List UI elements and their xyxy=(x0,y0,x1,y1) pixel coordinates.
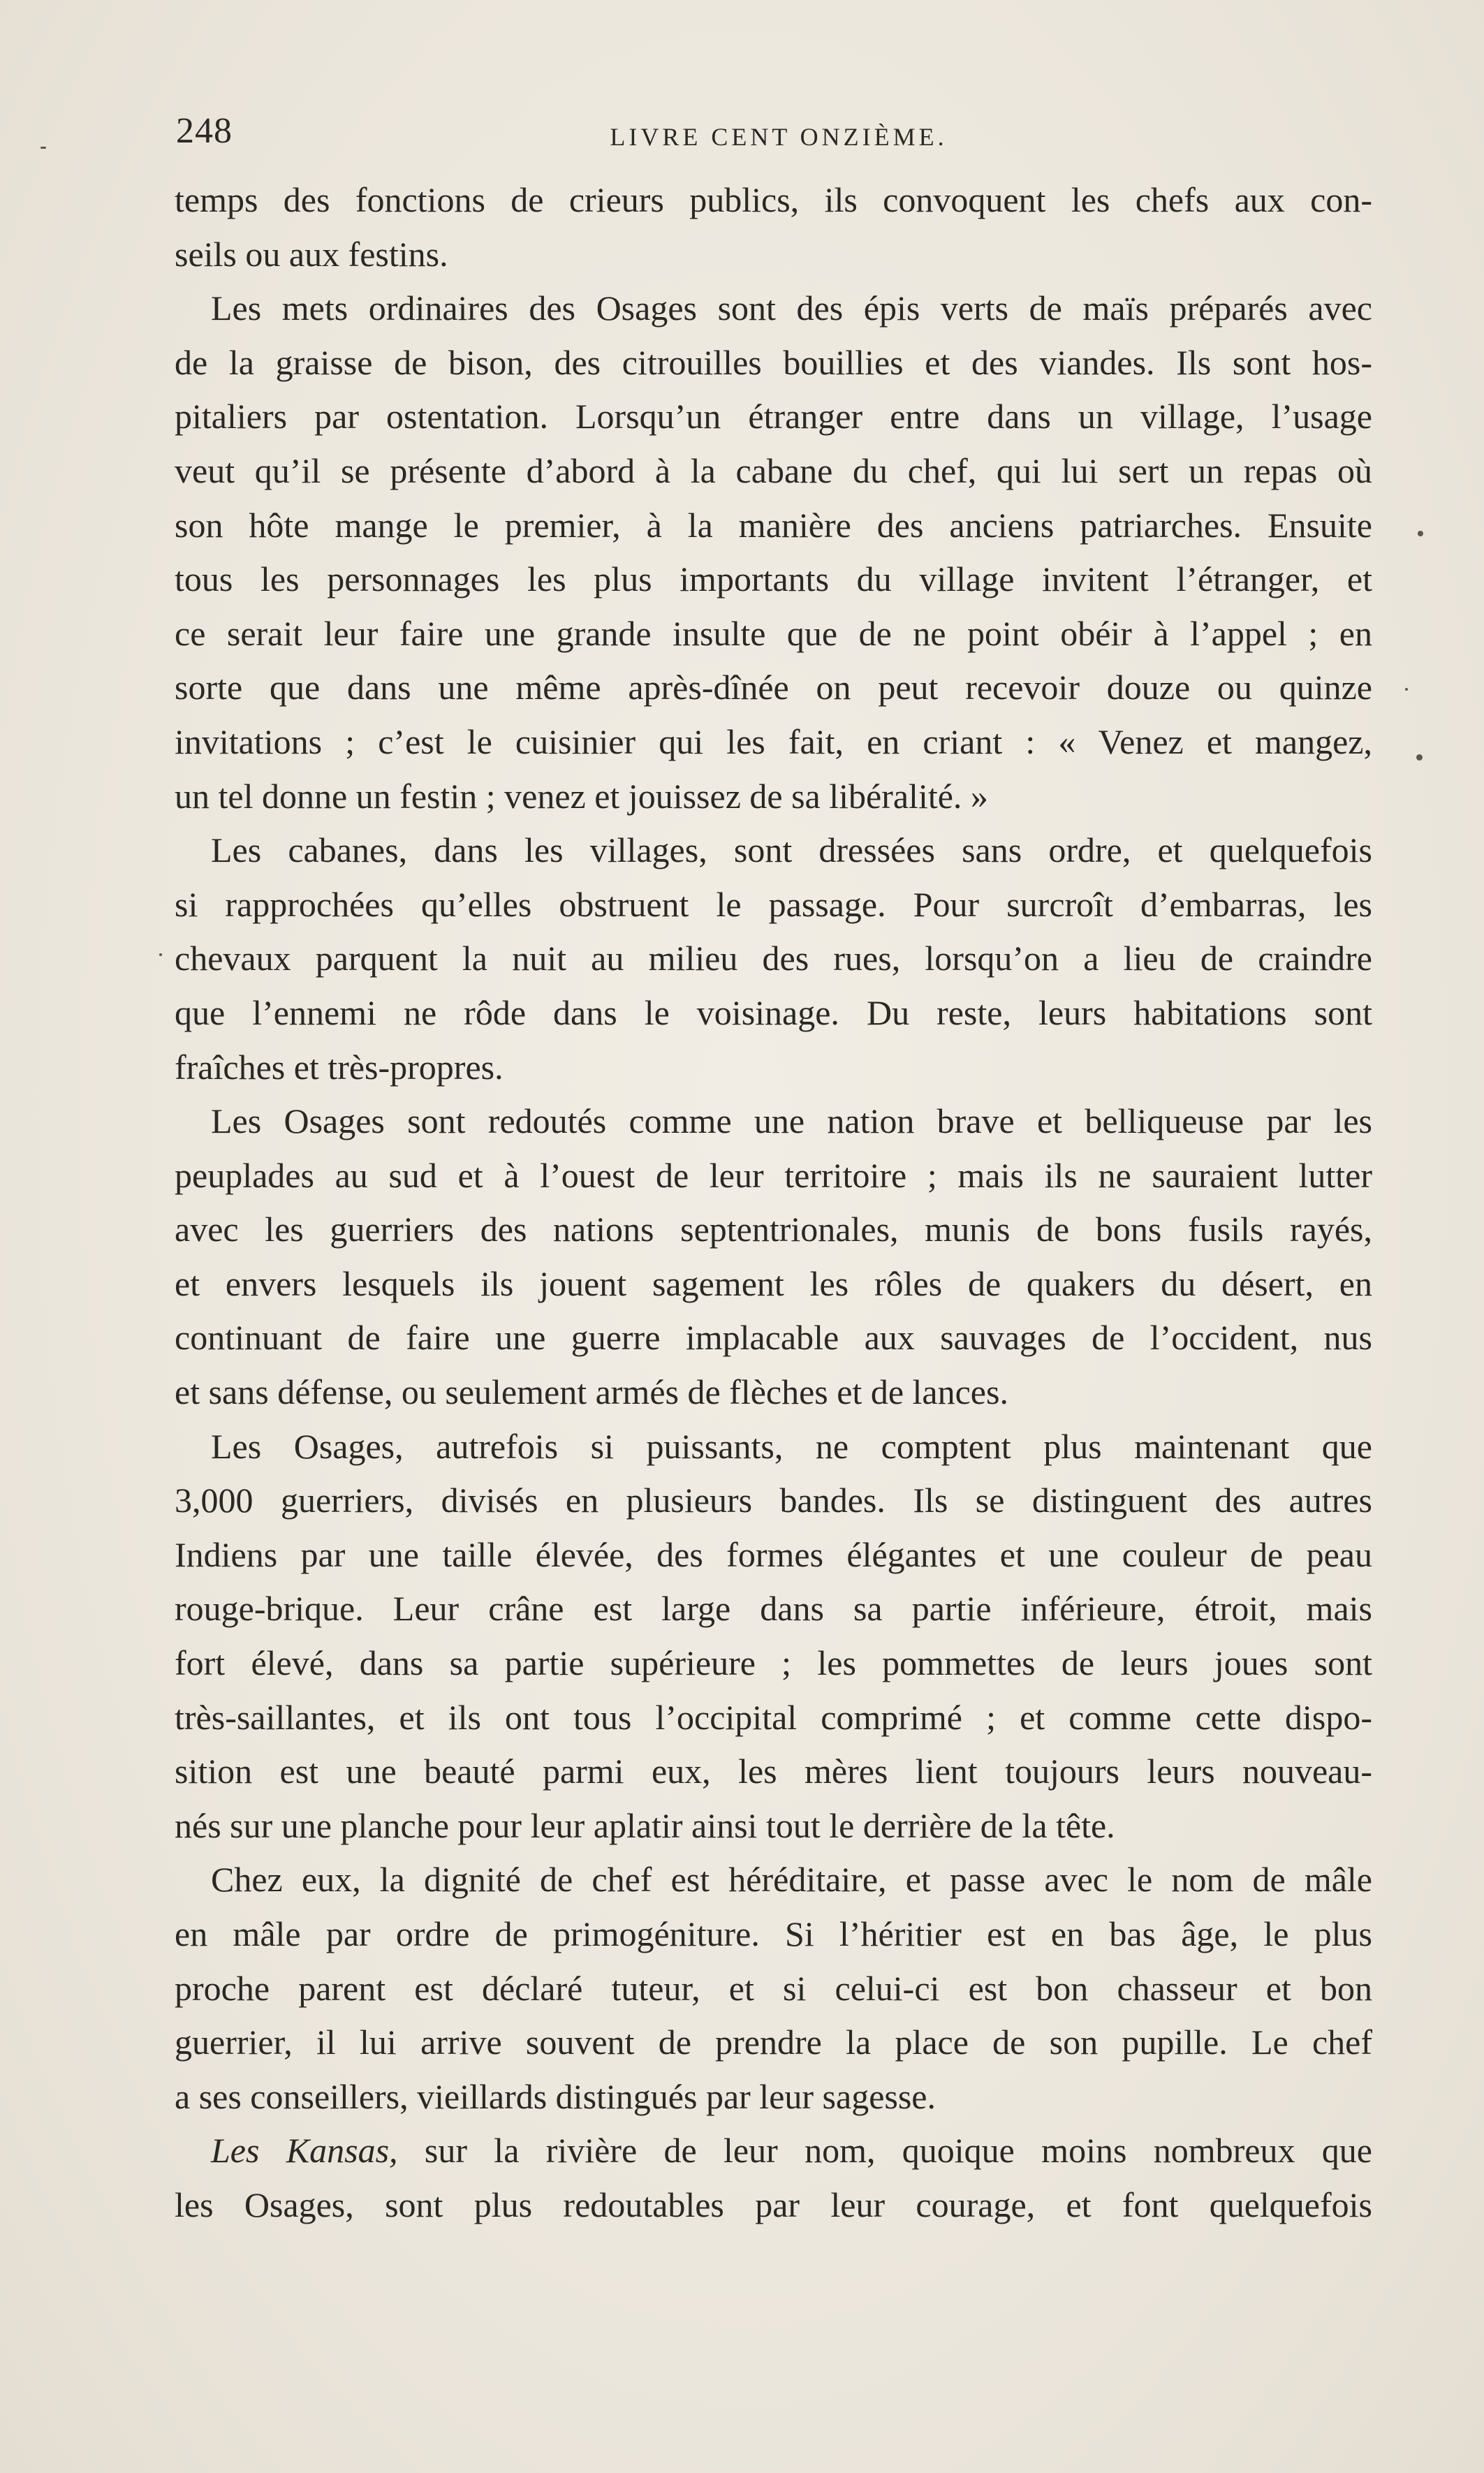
running-title: LIVRE CENT ONZIÈME. xyxy=(610,123,948,151)
text-line: Les cabanes, dans les villages, sont dressées sans ordre, et quelquefois xyxy=(211,830,1372,870)
margin-speck xyxy=(1418,531,1423,536)
running-head xyxy=(175,103,1383,159)
text-line: peuplades au sud et à l’ouest de leur territoire ; mais ils ne sauraient lutter xyxy=(175,1155,1372,1195)
text-line: seils ou aux festins. xyxy=(175,234,448,274)
text-line: avec les guerriers des nations septentrionales, munis de bons fusils rayés, xyxy=(175,1210,1372,1249)
text-line: et envers lesquels ils jouent sagement les rôles de quakers du désert, en xyxy=(175,1263,1372,1303)
text-line: que l’ennemi ne rôde dans le voisinage. Du reste, leurs habitations sont xyxy=(175,992,1372,1032)
text-line: fraîches et très-propres. xyxy=(175,1047,504,1087)
italic-place-name: Les Kansas, xyxy=(211,2131,398,2171)
text-line: si rapprochées qu’elles obstruent le passage. Pour surcroît d’embarras, les xyxy=(175,884,1372,924)
text-line: Les Osages sont redoutés comme une nation brave et belliqueuse par les xyxy=(211,1101,1372,1141)
text-line: rouge-brique. Leur crâne est large dans sa partie inférieure, étroit, mais xyxy=(175,1589,1372,1629)
text-line: ce serait leur faire une grande insulte que de ne point obéir à l’appel ; en xyxy=(175,613,1372,653)
margin-speck xyxy=(41,147,46,149)
text-line: son hôte mange le premier, à la manière des anciens patriarches. Ensuite xyxy=(175,505,1372,545)
text-line: a ses conseillers, vieillards distingués par leur sagesse. xyxy=(175,2076,936,2116)
text-line: veut qu’il se présente d’abord à la cabane du chef, qui lui sert un repas où xyxy=(175,450,1372,490)
margin-speck xyxy=(159,953,162,956)
text-line: fort élevé, dans sa partie supérieure ; les pommettes de leurs joues sont xyxy=(175,1643,1372,1683)
text-line: tous les personnages les plus importants du village invitent l’étranger, et xyxy=(175,559,1372,599)
text-line: Les Osages, autrefois si puissants, ne comptent plus maintenant que xyxy=(211,1426,1372,1466)
text-line: Indiens par une taille élevée, des formes élégantes et une couleur de peau xyxy=(175,1534,1372,1574)
margin-speck xyxy=(1405,688,1408,691)
text-line: invitations ; c’est le cuisinier qui les fait, en criant : « Venez et mangez, xyxy=(175,721,1372,761)
text-line: guerrier, il lui arrive souvent de prendre la place de son pupille. Le chef xyxy=(175,2023,1372,2062)
text-line: chevaux parquent la nuit au milieu des rues, lorsqu’on a lieu de craindre xyxy=(175,939,1372,978)
text-line: Chez eux, la dignité de chef est héréditaire, et passe avec le nom de mâle xyxy=(211,1860,1372,1900)
page-number: 248 xyxy=(176,111,233,151)
text-line: et sans défense, ou seulement armés de flèches et de lances. xyxy=(175,1372,1008,1412)
text-line: un tel donne un festin ; venez et jouissez de sa libéralité. » xyxy=(175,776,988,816)
text-line: pitaliers par ostentation. Lorsqu’un étranger entre dans un village, l’usage xyxy=(175,397,1372,436)
text-line: Les mets ordinaires des Osages sont des épis verts de maïs préparés avec xyxy=(211,288,1372,328)
text-line: sition est une beauté parmi eux, les mères lient toujours leurs nouveau- xyxy=(175,1752,1372,1791)
text-line-with-italic xyxy=(175,2124,1372,2178)
body-text xyxy=(175,173,1372,2233)
text-line: très-saillantes, et ils ont tous l’occipital comprimé ; et comme cette dispo- xyxy=(175,1697,1372,1737)
text-line: en mâle par ordre de primogéniture. Si l’héritier est en bas âge, le plus xyxy=(175,1914,1372,1953)
text-line: proche parent est déclaré tuteur, et si celui-ci est bon chasseur et bon xyxy=(175,1968,1372,2008)
text-line: 3,000 guerriers, divisés en plusieurs bandes. Ils se distinguent des autres xyxy=(175,1481,1372,1520)
margin-speck xyxy=(1416,754,1423,761)
text-line: de la graisse de bison, des citrouilles bouillies et des viandes. Ils sont hos- xyxy=(175,342,1372,382)
text-line: temps des fonctions de crieurs publics, ils convoquent les chefs aux con- xyxy=(175,180,1372,219)
text-line: les Osages, sont plus redoutables par leur courage, et font quelquefois xyxy=(175,2185,1372,2224)
text-line: sorte que dans une même après-dînée on peut recevoir douze ou quinze xyxy=(175,668,1372,707)
text-line: continuant de faire une guerre implacable aux sauvages de l’occident, nus xyxy=(175,1318,1372,1358)
text-line-rest: sur la rivière de leur nom, quoique moins nombreux que xyxy=(424,2131,1372,2171)
text-line: nés sur une planche pour leur aplatir ainsi tout le derrière de la tête. xyxy=(175,1805,1115,1845)
